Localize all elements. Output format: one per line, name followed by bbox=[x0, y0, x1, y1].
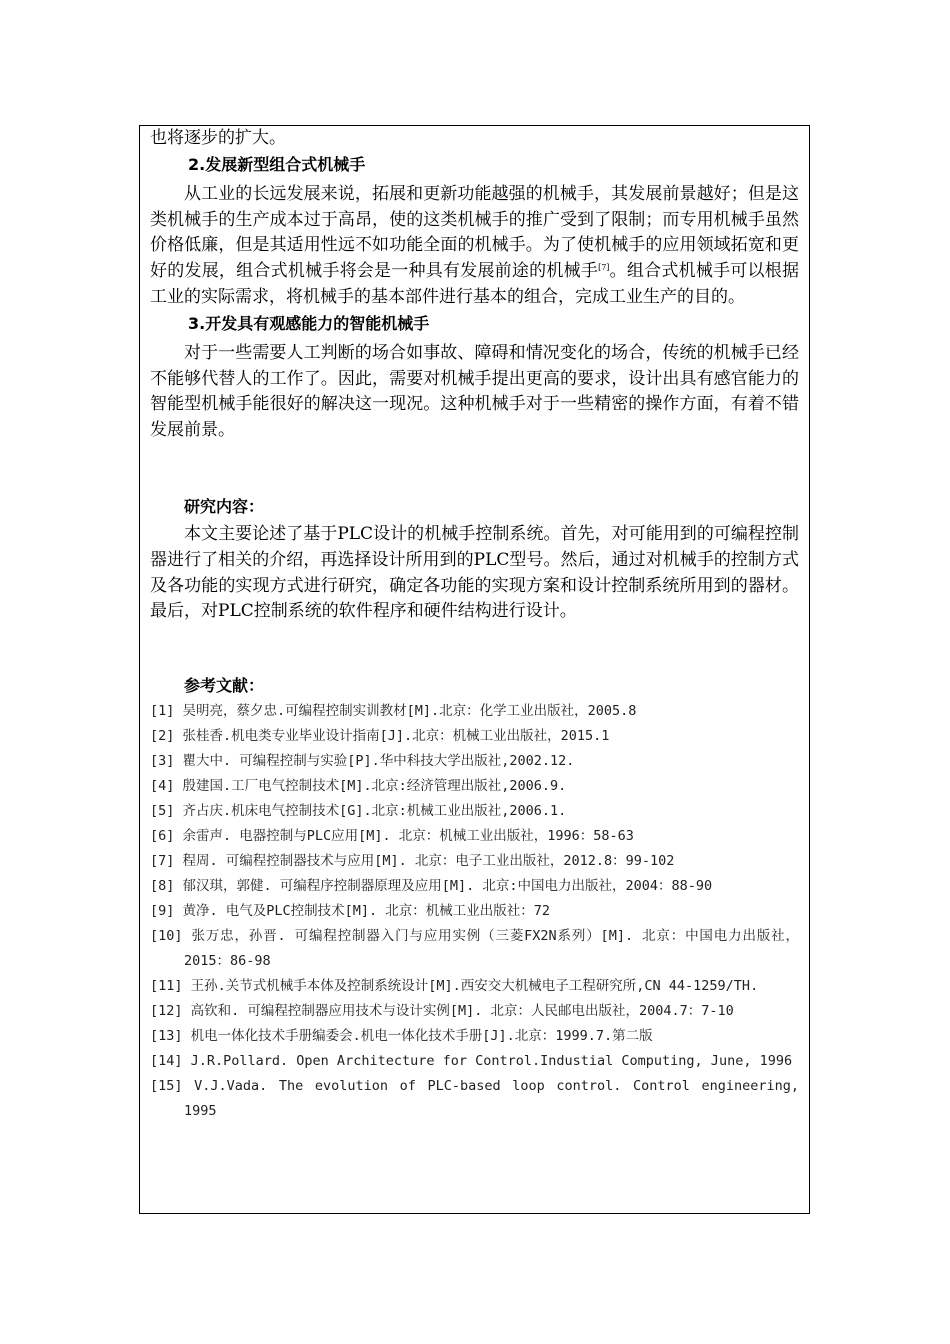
research-title: 研究内容： bbox=[184, 496, 265, 516]
section2-paragraph bbox=[150, 182, 799, 311]
reference-item: [10] 张万忠，孙晋. 可编程控制器入门与应用实例（三菱FX2N系列）[M]. 北京：中国电力出版社，2015：86-98 bbox=[150, 928, 799, 970]
section2-paragraph-text-b: 。组合式机械手可以根据工业的实际需求，将机械手的基本部件进行基本的组合，完成工业生产的目的。 bbox=[150, 261, 800, 307]
research-paragraph: 本文主要论述了基于PLC设计的机械手控制系统。首先，对可能用到的可编程控制器进行了相关的介绍，再选择设计所用到的PLC型号。然后，通过对机械手的控制方式及各功能的实现方式进行研究，确定各功能的实现方案和设计控制系统所用到的器材。最后，对PLC控制系统的软件程序和硬件结构进行设计。 bbox=[150, 523, 799, 622]
reference-item: [12] 高钦和. 可编程控制器应用技术与设计实例[M]. 北京：人民邮电出版社，2004.7：7-10 bbox=[150, 1003, 734, 1020]
section2-heading: 2.发展新型组合式机械手 bbox=[188, 154, 366, 174]
reference-item: [13] 机电一体化技术手册编委会.机电一体化技术手册[J].北京：1999.7.第二版 bbox=[150, 1028, 653, 1045]
reference-item: [1] 吴明亮，蔡夕忠.可编程控制实训教材[M].北京：化学工业出版社，2005.8 bbox=[150, 703, 637, 720]
reference-item: [2] 张桂香.机电类专业毕业设计指南[J].北京：机械工业出版社，2015.1 bbox=[150, 728, 610, 745]
reference-item: [7] 程周. 可编程控制器技术与应用[M]. 北京：电子工业出版社，2012.8：99-102 bbox=[150, 853, 675, 870]
reference-item: [15] V.J.Vada. The evolution of PLC-based loop control. Control engineering, 1995 bbox=[150, 1078, 799, 1120]
reference-item: [14] J.R.Pollard. Open Architecture for Control.Industial Computing, June, 1996 bbox=[150, 1053, 793, 1070]
reference-item: [4] 殷建国.工厂电气控制技术[M].北京:经济管理出版社,2006.9. bbox=[150, 778, 567, 795]
reference-item: [6] 余雷声. 电器控制与PLC应用[M]. 北京：机械工业出版社，1996：58-63 bbox=[150, 828, 634, 845]
references-list bbox=[150, 699, 799, 1124]
document-frame bbox=[139, 125, 810, 1214]
reference-item: [9] 黄净. 电气及PLC控制技术[M]. 北京：机械工业出版社：72 bbox=[150, 903, 551, 920]
references-title: 参考文献： bbox=[184, 676, 265, 696]
section2-paragraph-text-a: 从工业的长远发展来说，拓展和更新功能越强的机械手，其发展前景越好；但是这类机械手的生产成本过于高昂，使的这类机械手的推广受到了限制；而专用机械手虽然价格低廉，但是其适用性远不如功能全面的机械手。为了使机械手的应用领域拓宽和更好的发展，组合式机械手将会是一种具有发展前途的机械手 bbox=[150, 183, 799, 282]
reference-item: [8] 郁汉琪，郭健. 可编程序控制器原理及应用[M]. 北京:中国电力出版社，2004：88-90 bbox=[150, 878, 713, 895]
section3-paragraph: 对于一些需要人工判断的场合如事故、障碍和情况变化的场合，传统的机械手已经不能够代替人的工作了。因此，需要对机械手提出更高的要求，设计出具有感官能力的智能型机械手能很好的解决这一现况。这种机械手对于一些精密的操作方面，有着不错发展前景。 bbox=[150, 342, 799, 441]
intro-tail-text: 也将逐步的扩大。 bbox=[150, 128, 286, 148]
section3-heading: 3.开发具有观感能力的智能机械手 bbox=[188, 313, 430, 333]
document-content bbox=[150, 126, 799, 1124]
reference-item: [5] 齐占庆.机床电气控制技术[G].北京:机械工业出版社,2006.1. bbox=[150, 803, 567, 820]
reference-item: [3] 瞿大中. 可编程控制与实验[P].华中科技大学出版社,2002.12. bbox=[150, 753, 575, 770]
citation-marker: [7] bbox=[598, 263, 610, 273]
reference-item: [11] 王孙.关节式机械手本体及控制系统设计[M].西安交大机械电子工程研究所,CN 44-1259/TH. bbox=[150, 978, 759, 995]
